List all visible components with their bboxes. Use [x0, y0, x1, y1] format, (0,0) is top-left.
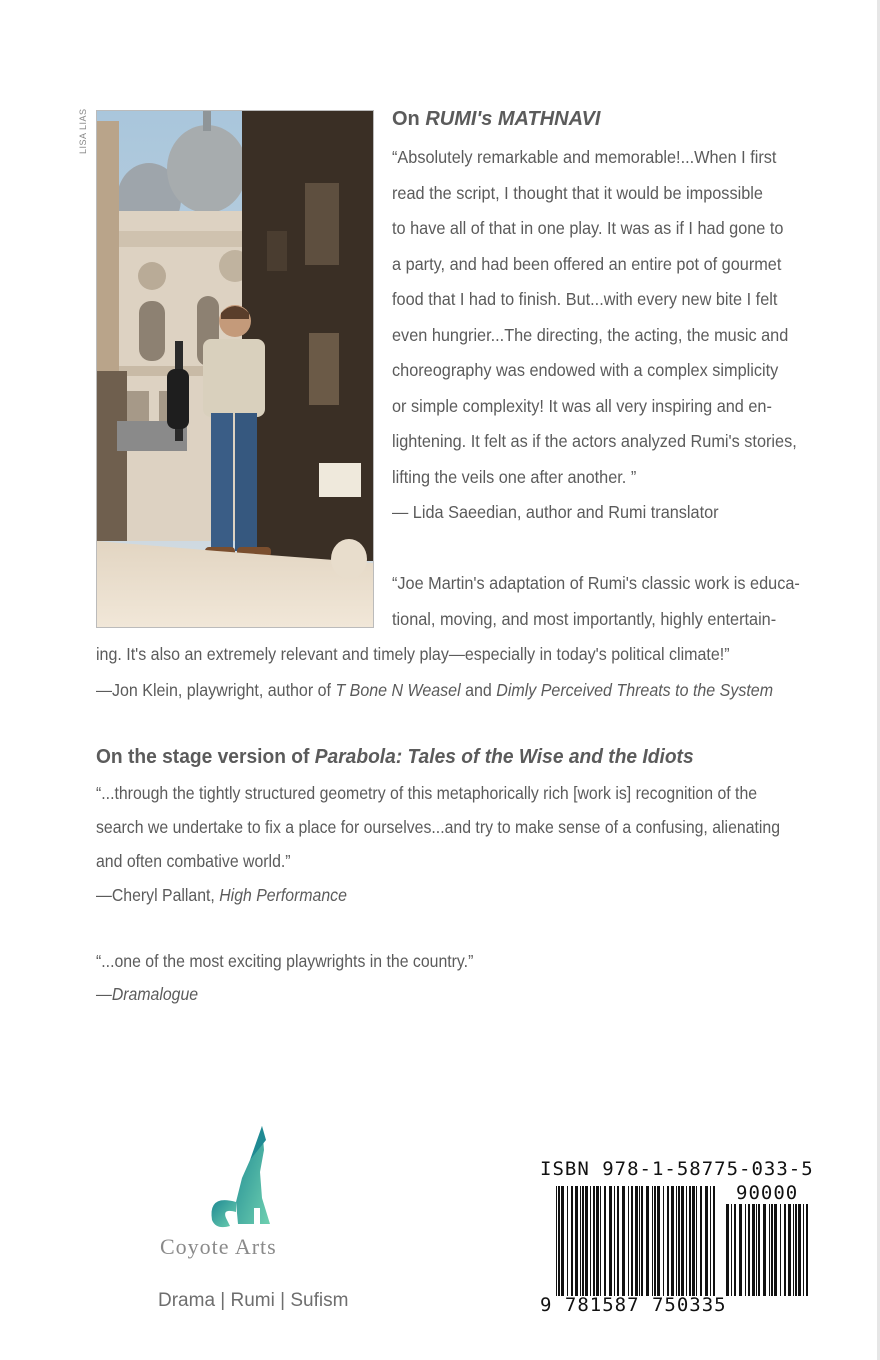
attr-work-1: T Bone N Weasel	[335, 679, 461, 700]
rumi-heading-title: RUMI's MATHNAVI	[425, 108, 601, 130]
barcode-bar	[752, 1204, 755, 1296]
price-barcode	[726, 1204, 810, 1296]
barcode-bar	[639, 1186, 640, 1296]
barcode-bar	[745, 1204, 746, 1296]
barcode-bar	[700, 1186, 702, 1296]
barcode-bar	[663, 1186, 664, 1296]
barcode-bar	[641, 1186, 643, 1296]
barcode-bar	[617, 1186, 619, 1296]
attr-prefix: —Cheryl Pallant,	[96, 885, 215, 905]
photo-credit: LISA LIAS	[78, 108, 88, 154]
barcode-bar	[604, 1186, 606, 1296]
rumi-quote2-line: “Joe Martin's adaptation of Rumi's classic work is educa-	[392, 573, 800, 593]
barcode-bar	[689, 1186, 691, 1296]
barcode-bar	[763, 1204, 766, 1296]
dramalogue-source: —Dramalogue	[96, 984, 199, 1004]
barcode-bar	[803, 1204, 804, 1296]
barcode-bar	[758, 1204, 760, 1296]
attr-prefix: —Jon Klein, playwright, author of	[96, 679, 331, 700]
barcode-bar	[671, 1186, 674, 1296]
barcode-bar	[631, 1186, 633, 1296]
barcode-bar	[795, 1204, 797, 1296]
barcode-bar	[558, 1186, 560, 1296]
rumi-quote1-line: choreography was endowed with a complex simplicity	[392, 360, 779, 380]
rumi-quote1-line: read the script, I thought that it would be impossible	[392, 182, 763, 203]
barcode-bar	[585, 1186, 588, 1296]
barcode-bar	[726, 1204, 729, 1296]
parabola-heading-title: Parabola: Tales of the Wise and the Idiots	[314, 746, 694, 768]
barcode-bar	[657, 1186, 660, 1296]
attr-source: High Performance	[219, 885, 347, 905]
rumi-heading-prefix: On	[392, 108, 420, 130]
publisher-name: Coyote Arts	[160, 1234, 277, 1259]
parabola-heading	[96, 746, 694, 769]
rumi-quote1-line: to have all of that in one play. It was as if I had gone to	[392, 218, 784, 238]
barcode-bar	[635, 1186, 638, 1296]
isbn-label: ISBN 978-1-58775-033-5	[540, 1158, 814, 1180]
barcode-bar	[692, 1186, 695, 1296]
barcode-bar	[681, 1186, 684, 1296]
rumi-quote1-attribution: — Lida Saeedian, author and Rumi translator	[392, 502, 719, 522]
rumi-quote1-line: or simple complexity! It was all very inspiring and en-	[392, 395, 772, 416]
barcode-bar	[734, 1204, 736, 1296]
barcode-bar	[748, 1204, 750, 1296]
barcode-bar	[654, 1186, 656, 1296]
barcode-bar	[561, 1186, 564, 1296]
barcode-bar	[593, 1186, 595, 1296]
barcode-bar	[575, 1186, 578, 1296]
barcode-bar	[582, 1186, 584, 1296]
barcode-bar	[646, 1186, 649, 1296]
barcode-bar	[788, 1204, 791, 1296]
attr-work-2: Dimly Perceived Threats to the System	[496, 679, 774, 700]
barcode-bar	[600, 1186, 601, 1296]
barcode-bar	[590, 1186, 591, 1296]
barcode-bar	[628, 1186, 629, 1296]
rumi-quote1-line: “Absolutely remarkable and memorable!...When I first	[392, 147, 777, 167]
publisher-categories: Drama | Rumi | Sufism	[158, 1290, 349, 1311]
rumi-quote1-line: even hungrier...The directing, the acting, the music and	[392, 324, 789, 345]
barcode-bar	[739, 1204, 742, 1296]
barcode-bar	[676, 1186, 677, 1296]
barcode-bar	[580, 1186, 581, 1296]
rumi-quote1-line: lightening. It felt as if the actors analyzed Rumi's stories,	[392, 431, 797, 451]
barcode-bar	[652, 1186, 653, 1296]
barcode-bar	[686, 1186, 687, 1296]
rumi-quote2-line: tional, moving, and most importantly, highly entertain-	[392, 608, 777, 629]
rumi-quote1-line: lifting the veils one after another. ”	[392, 466, 637, 487]
attr-and: and	[465, 679, 492, 700]
barcode-bar	[713, 1186, 715, 1296]
parabola-heading-prefix: On the stage version of	[96, 746, 310, 768]
barcode-bar	[609, 1186, 612, 1296]
barcode-bar	[622, 1186, 625, 1296]
barcode-bar	[678, 1186, 680, 1296]
barcode-bar	[614, 1186, 615, 1296]
author-photo	[96, 110, 374, 628]
rumi-quote2-line: ing. It's also an extremely relevant and timely play—especially in today's political climate!”	[96, 644, 730, 664]
dramalogue-quote: “...one of the most exciting playwrights in the country.”	[96, 951, 474, 971]
barcode-bar	[596, 1186, 599, 1296]
rumi-quote1-line: a party, and had been offered an entire pot of gourmet	[392, 253, 782, 274]
parabola-quote-line: and often combative world.”	[96, 851, 291, 871]
barcode-bar	[705, 1186, 708, 1296]
barcode-bar	[806, 1204, 808, 1296]
price-code: 90000	[736, 1182, 799, 1204]
barcode-bar	[571, 1186, 573, 1296]
parabola-attribution	[96, 878, 347, 912]
barcode-bar	[769, 1204, 770, 1296]
parabola-quote-line: “...through the tightly structured geometry of this metaphorically rich [work is] recognition of the	[96, 783, 758, 803]
parabola-quote-line: search we undertake to fix a place for ourselves...and try to make sense of a confusing, alienating	[96, 817, 781, 837]
barcode-bar	[793, 1204, 794, 1296]
rumi-heading	[392, 108, 600, 131]
isbn-barcode	[556, 1186, 716, 1296]
barcode-digits: 9 781587 750335	[540, 1294, 727, 1316]
barcode-bar	[756, 1204, 757, 1296]
barcode-bar	[798, 1204, 801, 1296]
barcode-bar	[780, 1204, 781, 1296]
barcode-bar	[567, 1186, 568, 1296]
rumi-quote1-line: food that I had to finish. But...with every new bite I felt	[392, 289, 778, 309]
barcode-bar	[731, 1204, 732, 1296]
barcode-bar	[667, 1186, 669, 1296]
rumi-quote2-attribution	[96, 673, 773, 709]
barcode-bar	[774, 1204, 777, 1296]
barcode-bar	[710, 1186, 711, 1296]
barcode-bar	[696, 1186, 697, 1296]
barcode-bar	[556, 1186, 557, 1296]
barcode-bar	[771, 1204, 773, 1296]
barcode-bar	[784, 1204, 786, 1296]
